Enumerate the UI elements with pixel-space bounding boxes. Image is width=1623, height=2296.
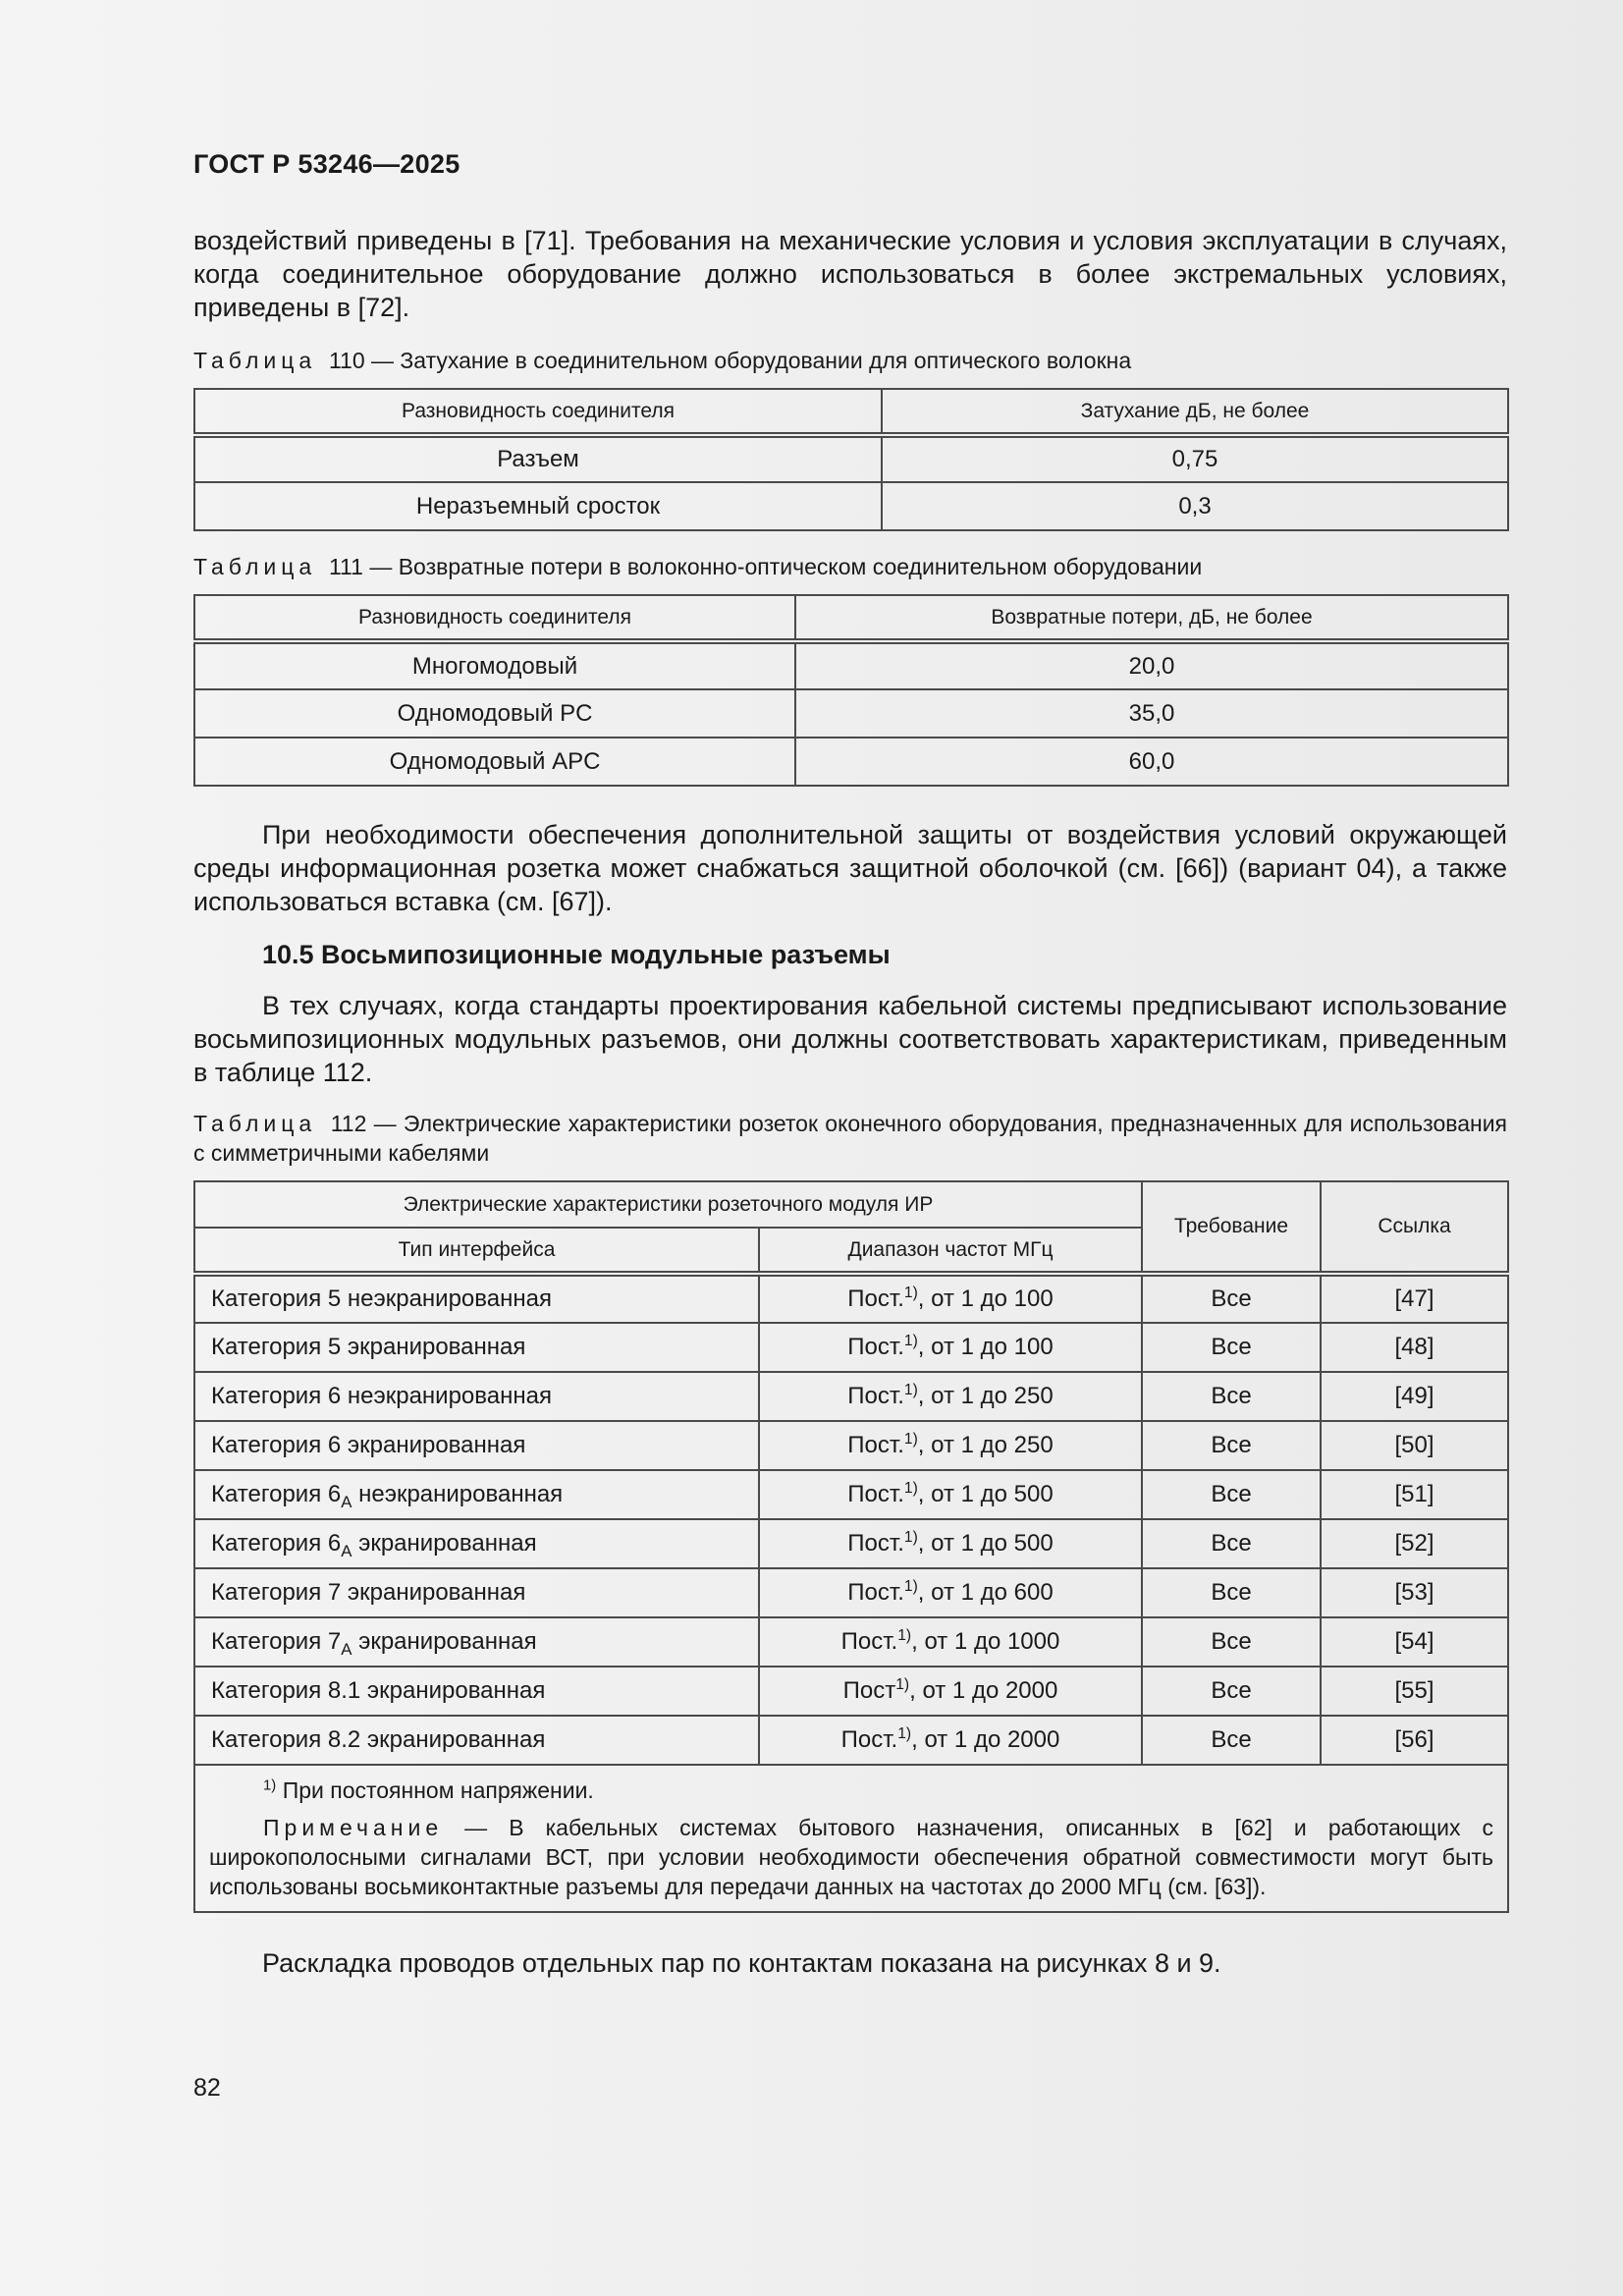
frequency-range: , от 1 до 2000 (909, 1677, 1058, 1704)
table-row (194, 1568, 1508, 1617)
category-subscript: A (341, 1639, 352, 1659)
table-row (194, 1617, 1508, 1667)
table-header-cell: Ссылка (1321, 1181, 1508, 1274)
frequency-range-cell (759, 1323, 1142, 1372)
interface-type-suffix: экранированная (352, 1530, 537, 1557)
category-subscript: A (341, 1541, 352, 1560)
frequency-prefix: Пост. (847, 1530, 904, 1557)
frequency-prefix: Пост. (840, 1726, 898, 1753)
table-112-body (194, 1274, 1508, 1765)
interface-type-cell (194, 1667, 759, 1716)
frequency-range: , от 1 до 100 (917, 1285, 1054, 1312)
interface-type-text: Категория 6 (211, 1481, 342, 1507)
table-footnote-cell (194, 1765, 1508, 1912)
table-cell: 0,3 (882, 482, 1508, 530)
interface-type-text: Категория 6 неэкранированная (211, 1383, 552, 1409)
table-header-cell: Возвратные потери, дБ, не более (795, 595, 1508, 641)
requirement-cell: Все (1142, 1568, 1321, 1617)
frequency-prefix: Пост. (847, 1285, 904, 1312)
interface-type-text: Категория 5 неэкранированная (211, 1285, 552, 1312)
section-heading: 10.5 Восьмипозиционные модульные разъемы (262, 940, 891, 969)
interface-type-suffix: неэкранированная (352, 1481, 564, 1507)
caption-text: 111 — Возвратные потери в волоконно-оптическом соединительном оборудовании (328, 554, 1203, 579)
frequency-range: , от 1 до 600 (917, 1579, 1054, 1606)
table-row (194, 1372, 1508, 1421)
interface-type-text: Категория 8.1 экранированная (211, 1677, 546, 1704)
reference-cell: [49] (1321, 1372, 1508, 1421)
footnote-mark: 1) (897, 1627, 912, 1644)
table-row (194, 435, 1508, 482)
reference-cell: [54] (1321, 1617, 1508, 1667)
frequency-range-cell (759, 1372, 1142, 1421)
requirement-cell: Все (1142, 1519, 1321, 1568)
table-cell: 35,0 (795, 689, 1508, 738)
table-header-cell: Диапазон частот МГц (759, 1228, 1142, 1274)
table-cell: Разъем (194, 435, 882, 482)
requirement-cell: Все (1142, 1274, 1321, 1323)
category-subscript: A (341, 1492, 352, 1511)
interface-type-text: Категория 5 экранированная (211, 1334, 526, 1360)
table-row (194, 1667, 1508, 1716)
paragraph-connectors: В тех случаях, когда стандарты проектирования кабельной системы предписывают использование восьмипозиционных модульных разъемов, они должны соответствовать характеристикам, приведенным в таблице 112. (193, 991, 1507, 1087)
frequency-prefix: Пост (842, 1677, 896, 1704)
frequency-prefix: Пост. (847, 1334, 904, 1360)
interface-type-cell (194, 1372, 759, 1421)
caption-text: 110 — Затухание в соединительном оборудовании для оптического волокна (328, 348, 1132, 373)
interface-type-cell (194, 1519, 759, 1568)
frequency-range-cell (759, 1617, 1142, 1667)
interface-type-cell (194, 1617, 759, 1667)
frequency-prefix: Пост. (847, 1432, 904, 1458)
table-cell: 20,0 (795, 641, 1508, 689)
frequency-range: , от 1 до 250 (917, 1432, 1054, 1458)
reference-cell: [55] (1321, 1667, 1508, 1716)
table-row (194, 482, 1508, 530)
table-111-caption (193, 552, 1507, 581)
table-112 (193, 1180, 1509, 1913)
table-111 (193, 594, 1509, 787)
table-row (194, 641, 1508, 689)
table-header-cell: Требование (1142, 1181, 1321, 1274)
frequency-prefix: Пост. (840, 1628, 898, 1655)
footnote-text: При постоянном напряжении. (282, 1777, 594, 1803)
table-cell: Неразъемный сросток (194, 482, 882, 530)
interface-type-text: Категория 6 экранированная (211, 1432, 526, 1458)
requirement-cell: Все (1142, 1372, 1321, 1421)
frequency-range-cell (759, 1716, 1142, 1765)
document-header: ГОСТ Р 53246—2025 (193, 149, 460, 179)
interface-type-cell (194, 1568, 759, 1617)
footnote-mark: 1) (903, 1431, 918, 1448)
table-header-cell: Разновидность соединителя (194, 389, 882, 435)
note-text: — В кабельных системах бытового назначения, описанных в [62] и работающих с широкополосными сигналами ВСТ, при условии необходимости обеспечения обратной совместимости могут быть использованы восьмиконтактные разъемы для передачи данных на частотах до 2000 МГц (см. [63]). (209, 1815, 1493, 1899)
table-label: Таблица (193, 348, 317, 373)
requirement-cell: Все (1142, 1421, 1321, 1470)
footnote-mark: 1) (903, 1480, 918, 1497)
table-group-header: Электрические характеристики розеточного модуля ИР (194, 1181, 1142, 1228)
reference-cell: [51] (1321, 1470, 1508, 1519)
paragraph-continuation: воздействий приведены в [71]. Требования на механические условия и условия эксплуатации в случаях, когда соединительное оборудование должно использоваться в более экстремальных условиях, приведены в [72]. (193, 226, 1507, 322)
interface-type-text: Категория 6 (211, 1530, 342, 1557)
frequency-prefix: Пост. (847, 1579, 904, 1606)
requirement-cell: Все (1142, 1716, 1321, 1765)
reference-cell: [52] (1321, 1519, 1508, 1568)
frequency-range: , от 1 до 250 (917, 1383, 1054, 1409)
table-label: Таблица (193, 1111, 317, 1136)
table-row (194, 1470, 1508, 1519)
requirement-cell: Все (1142, 1323, 1321, 1372)
frequency-range: , от 1 до 500 (917, 1481, 1054, 1507)
table-cell: 0,75 (882, 435, 1508, 482)
table-row (194, 689, 1508, 738)
page-number: 82 (193, 2074, 221, 2102)
table-cell: Одномодовый APC (194, 738, 795, 786)
frequency-range-cell (759, 1470, 1142, 1519)
table-row (194, 1519, 1508, 1568)
interface-type-cell (194, 1323, 759, 1372)
frequency-prefix: Пост. (847, 1383, 904, 1409)
table-cell: 60,0 (795, 738, 1508, 786)
table-header-cell: Разновидность соединителя (194, 595, 795, 641)
table-row (194, 1323, 1508, 1372)
reference-cell: [53] (1321, 1568, 1508, 1617)
interface-type-cell (194, 1421, 759, 1470)
frequency-range-cell (759, 1274, 1142, 1323)
footnote-mark: 1) (903, 1529, 918, 1546)
table-110-caption (193, 346, 1507, 375)
table-note (209, 1813, 1493, 1901)
footnote-mark: 1) (903, 1285, 918, 1301)
table-row (194, 1421, 1508, 1470)
frequency-range: , от 1 до 2000 (911, 1726, 1060, 1753)
interface-type-text: Категория 7 экранированная (211, 1579, 526, 1606)
table-row (194, 738, 1508, 786)
table-label: Таблица (193, 554, 317, 579)
table-header-cell: Затухание дБ, не более (882, 389, 1508, 435)
frequency-range: , от 1 до 500 (917, 1530, 1054, 1557)
interface-type-cell (194, 1274, 759, 1323)
footnote-mark: 1) (263, 1777, 277, 1794)
reference-cell: [50] (1321, 1421, 1508, 1470)
footnote-mark: 1) (897, 1725, 912, 1742)
footnote-mark: 1) (903, 1578, 918, 1595)
paragraph-protection: При необходимости обеспечения дополнительной защиты от воздействия условий окружающей среды информационная розетка может снабжаться защитной оболочкой (см. [66]) (вариант 04), а также использоваться вставка (см. [67]). (193, 820, 1507, 916)
reference-cell: [48] (1321, 1323, 1508, 1372)
footnote (209, 1776, 1493, 1805)
frequency-range-cell (759, 1421, 1142, 1470)
frequency-range: , от 1 до 100 (917, 1334, 1054, 1360)
table-112-caption (193, 1109, 1507, 1168)
requirement-cell: Все (1142, 1667, 1321, 1716)
frequency-range-cell (759, 1667, 1142, 1716)
requirement-cell: Все (1142, 1470, 1321, 1519)
table-cell: Одномодовый PC (194, 689, 795, 738)
frequency-prefix: Пост. (847, 1481, 904, 1507)
table-row (194, 1274, 1508, 1323)
reference-cell: [56] (1321, 1716, 1508, 1765)
caption-text: 112 — Электрические характеристики розеток оконечного оборудования, предназначенных для использования с симметричными кабелями (193, 1111, 1508, 1166)
frequency-range-cell (759, 1519, 1142, 1568)
footnote-mark: 1) (903, 1333, 918, 1349)
interface-type-suffix: экранированная (352, 1628, 537, 1655)
note-label: Примечание (263, 1815, 444, 1840)
frequency-range: , от 1 до 1000 (911, 1628, 1060, 1655)
interface-type-cell (194, 1470, 759, 1519)
table-cell: Многомодовый (194, 641, 795, 689)
reference-cell: [47] (1321, 1274, 1508, 1323)
footnote-mark: 1) (903, 1382, 918, 1398)
requirement-cell: Все (1142, 1617, 1321, 1667)
table-110 (193, 388, 1509, 531)
footnote-mark: 1) (895, 1676, 910, 1693)
table-header-cell: Тип интерфейса (194, 1228, 759, 1274)
interface-type-text: Категория 7 (211, 1628, 342, 1655)
interface-type-text: Категория 8.2 экранированная (211, 1726, 546, 1753)
frequency-range-cell (759, 1568, 1142, 1617)
paragraph-wiring: Раскладка проводов отдельных пар по контактам показана на рисунках 8 и 9. (262, 1948, 1221, 1978)
table-row (194, 1716, 1508, 1765)
interface-type-cell (194, 1716, 759, 1765)
